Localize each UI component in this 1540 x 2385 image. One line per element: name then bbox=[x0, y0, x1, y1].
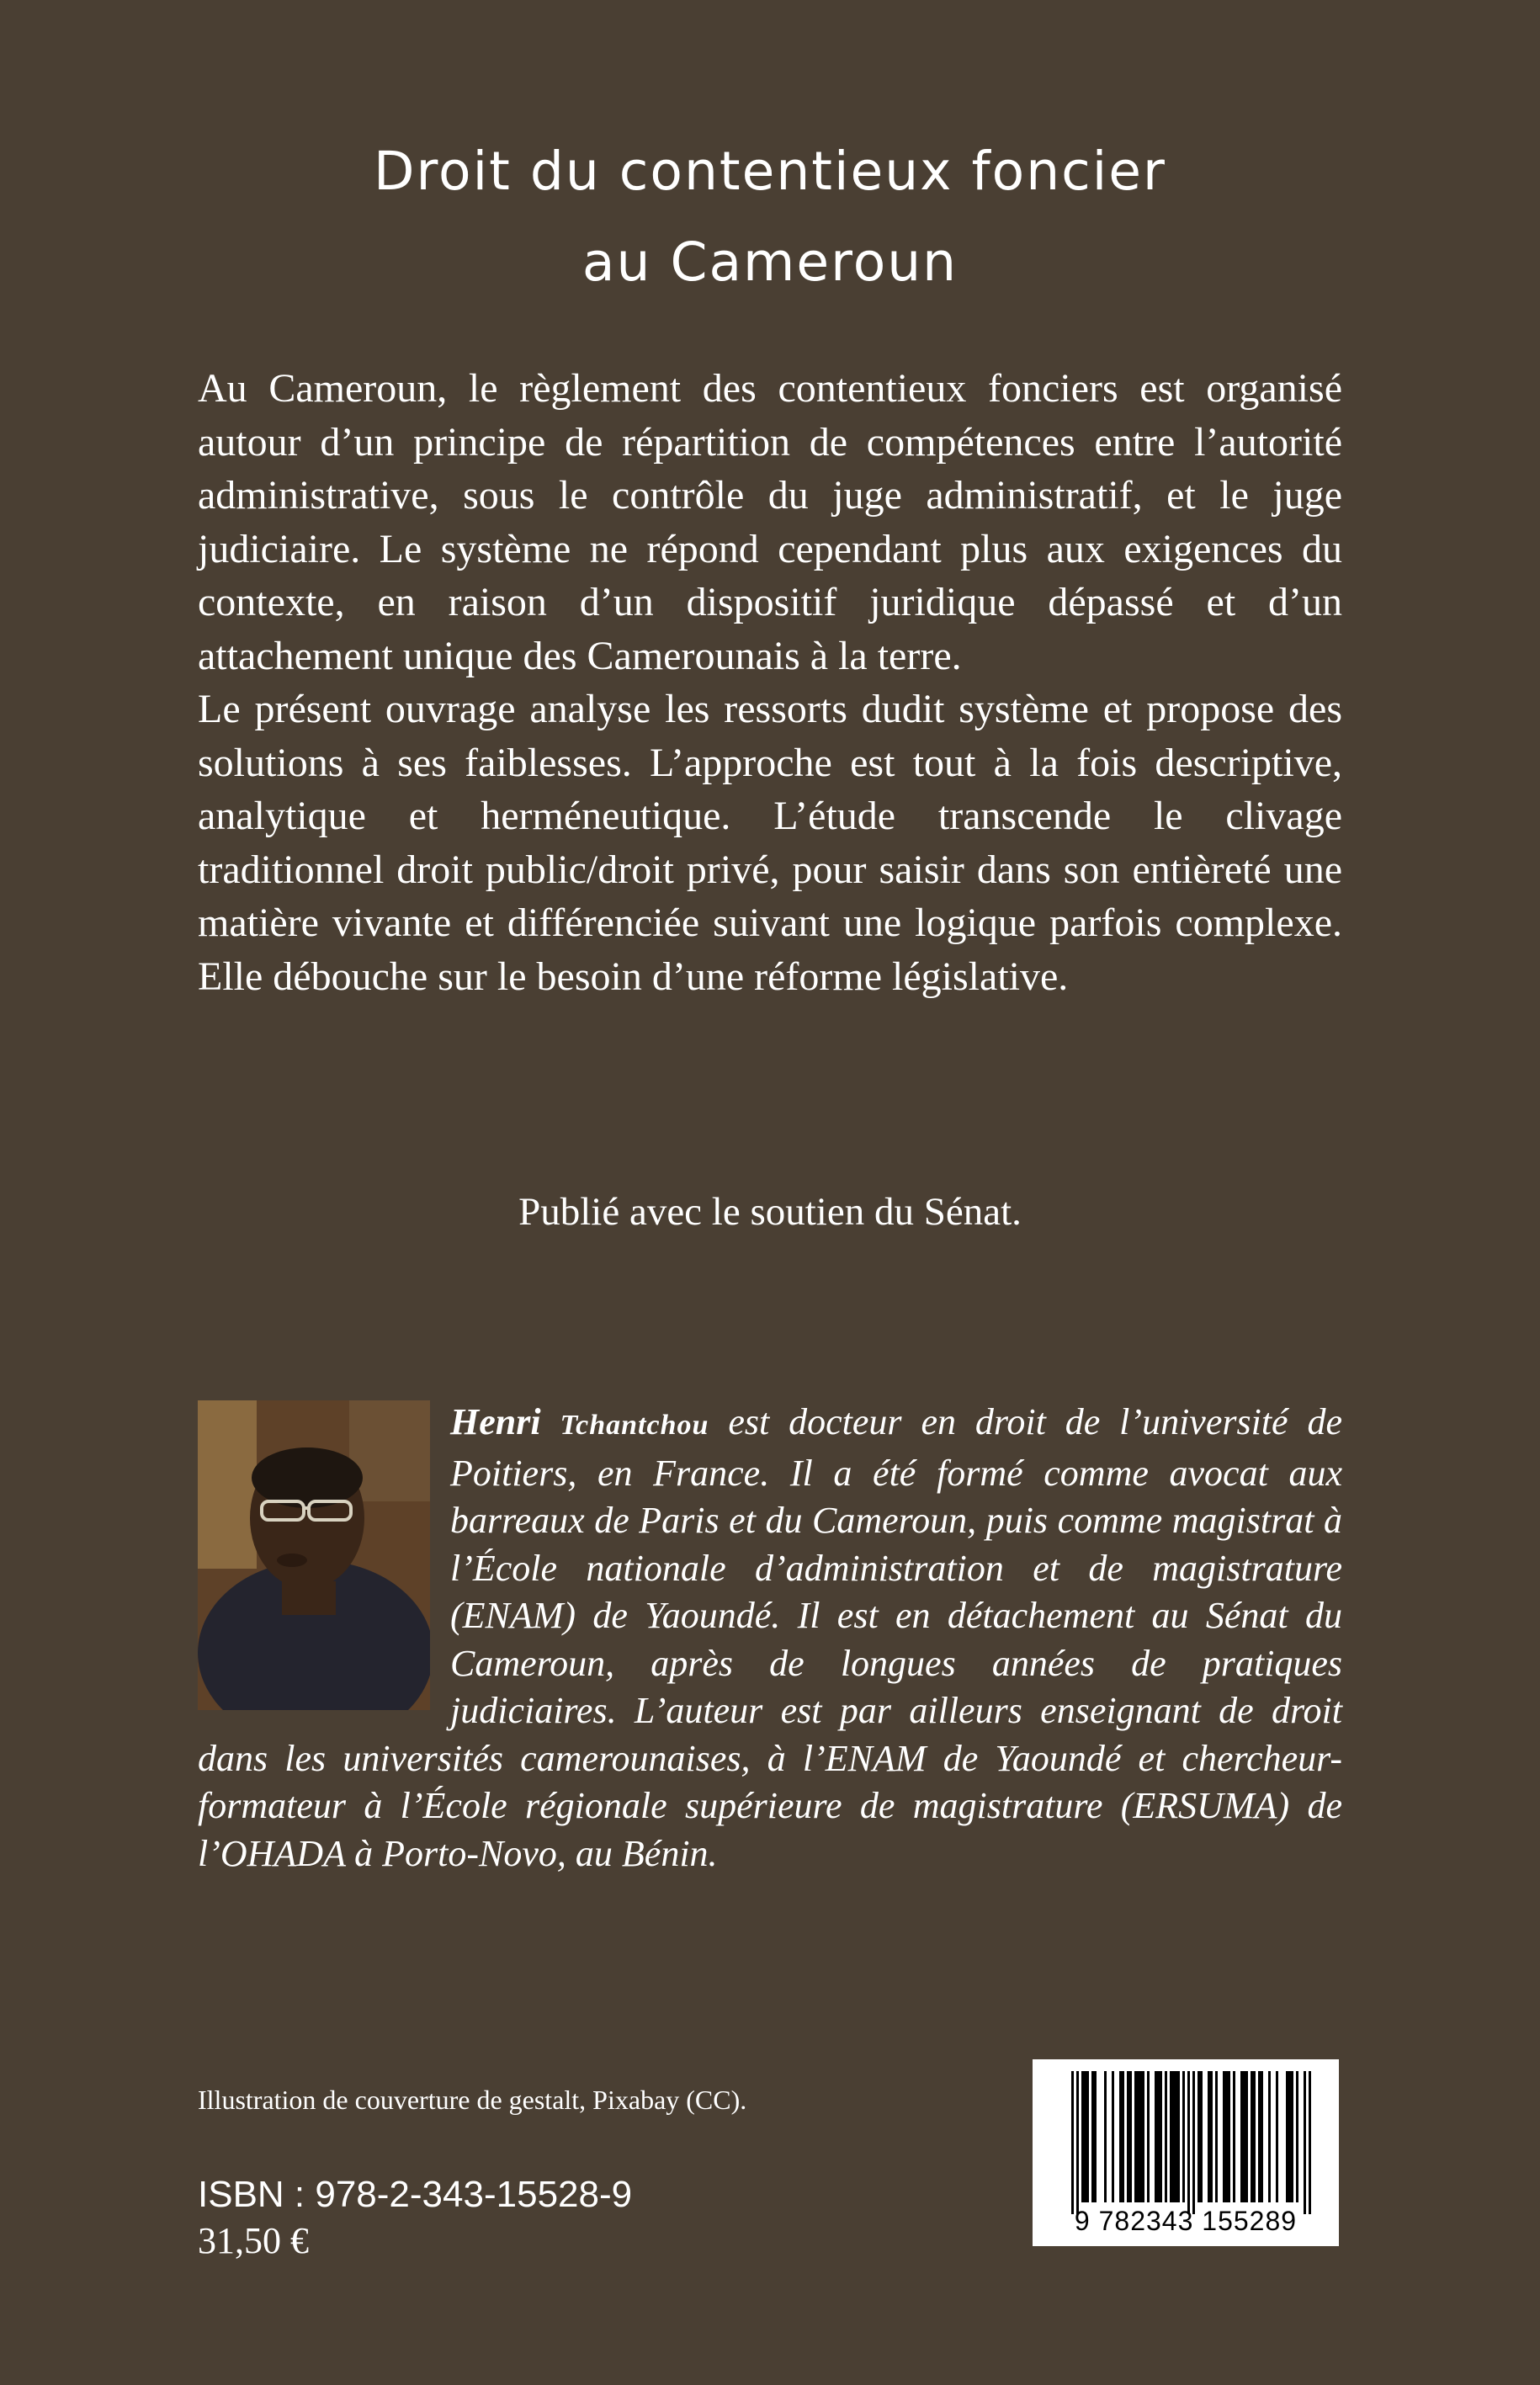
barcode-bar bbox=[1086, 2071, 1089, 2202]
barcode-bar bbox=[1304, 2071, 1306, 2214]
barcode-bar bbox=[1084, 2071, 1086, 2202]
barcode-bar bbox=[1208, 2071, 1210, 2202]
barcode-bar bbox=[1291, 2071, 1293, 2202]
barcode-bar bbox=[1197, 2071, 1200, 2202]
barcode-bar bbox=[1225, 2071, 1228, 2202]
barcode bbox=[1033, 2059, 1339, 2246]
barcode-bar bbox=[1160, 2071, 1162, 2202]
barcode-bar bbox=[1170, 2071, 1172, 2202]
barcode-bar bbox=[1157, 2071, 1160, 2202]
barcode-bar bbox=[1240, 2071, 1243, 2202]
barcode-bar bbox=[1137, 2071, 1139, 2202]
barcode-bar bbox=[1251, 2071, 1253, 2202]
barcode-bar bbox=[1215, 2071, 1218, 2202]
book-summary bbox=[198, 362, 1342, 1003]
barcode-bar bbox=[1253, 2071, 1256, 2202]
barcode-bar bbox=[1243, 2071, 1245, 2202]
barcode-bar bbox=[1172, 2071, 1175, 2202]
author-first-name: Henri bbox=[450, 1401, 541, 1442]
barcode-bar bbox=[1309, 2071, 1311, 2214]
barcode-bar bbox=[1155, 2071, 1157, 2202]
barcode-bar bbox=[1134, 2071, 1137, 2202]
book-title bbox=[0, 126, 1540, 308]
barcode-bar bbox=[1210, 2071, 1213, 2202]
isbn: ISBN : 978-2-343-15528-9 bbox=[198, 2174, 633, 2215]
barcode-bar bbox=[1175, 2071, 1177, 2202]
author-name bbox=[450, 1401, 709, 1442]
illustration-credit: Illustration de couverture de gestalt, Pixabay (CC). bbox=[198, 2085, 747, 2115]
summary-paragraph-2: Le présent ouvrage analyse les ressorts dudit système et propose des solutions à ses faiblesses. L’approche est tout à la fois descriptive, analytique et herméneutique. L’étude transcende le clivage traditionnel droit public/droit privé, pour saisir dans son entièreté une matière vivante et différenciée suivant une logique parfois complexe. Elle débouche sur le besoin d’une réforme législative. bbox=[198, 687, 1342, 999]
barcode-bar bbox=[1112, 2071, 1114, 2202]
barcode-bar bbox=[1127, 2071, 1129, 2202]
barcode-bar bbox=[1177, 2071, 1180, 2202]
barcode-bar bbox=[1268, 2071, 1271, 2202]
barcode-bar bbox=[1094, 2071, 1097, 2202]
author-last-name: Tchantchou bbox=[560, 1410, 709, 1441]
title-line-1: Droit du contentieux foncier bbox=[374, 141, 1166, 202]
author-bio bbox=[198, 1399, 1342, 1878]
barcode-bar bbox=[1139, 2071, 1142, 2202]
barcode-bar bbox=[1200, 2071, 1203, 2202]
barcode-bar bbox=[1119, 2071, 1122, 2202]
barcode-bar bbox=[1129, 2071, 1132, 2202]
barcode-bar bbox=[1076, 2071, 1079, 2214]
barcode-bar bbox=[1122, 2071, 1124, 2202]
support-note: Publié avec le soutien du Sénat. bbox=[518, 1190, 1022, 1234]
barcode-bar bbox=[1245, 2071, 1248, 2202]
barcode-bar bbox=[1276, 2071, 1278, 2202]
barcode-bar bbox=[1142, 2071, 1144, 2202]
barcode-bar bbox=[1288, 2071, 1291, 2202]
price: 31,50 € bbox=[198, 2220, 309, 2261]
barcode-bar bbox=[1165, 2071, 1167, 2202]
barcode-bar bbox=[1258, 2071, 1261, 2202]
title-line-2: au Cameroun bbox=[581, 231, 959, 293]
barcode-bar bbox=[1192, 2071, 1195, 2214]
barcode-bar bbox=[1296, 2071, 1298, 2202]
barcode-bar bbox=[1286, 2071, 1288, 2202]
barcode-bar bbox=[1223, 2071, 1225, 2202]
barcode-bar bbox=[1147, 2071, 1150, 2202]
barcode-bar bbox=[1104, 2071, 1107, 2202]
barcode-bar bbox=[1233, 2071, 1235, 2202]
barcode-bar bbox=[1187, 2071, 1190, 2214]
barcode-bar bbox=[1261, 2071, 1263, 2202]
barcode-bar bbox=[1228, 2071, 1230, 2202]
barcode-digits: 9 782343 155289 bbox=[1074, 2206, 1298, 2236]
barcode-bar bbox=[1071, 2071, 1074, 2214]
barcode-bar bbox=[1081, 2071, 1084, 2202]
summary-paragraph-1: Au Cameroun, le règlement des contentieux fonciers est organisé autour d’un principe de répartition de compétences entre l’autorité administrative, sous le contrôle du juge administratif, et le juge judiciaire. Le système ne répond cependant plus aux exigences du contexte, en raison d’un dispositif juridique dépassé et d’un attachement unique des Camerounais à la terre. bbox=[198, 366, 1342, 678]
barcode-bar bbox=[1182, 2071, 1185, 2202]
author-bio-text: est docteur en droit de l’université de Poitiers, en France. Il a été formé comme avocat aux barreaux de Paris et du Cameroun, puis comme magistrat à l’École nationale d’administration et de magistrature (ENAM) de Yaoundé. Il est en détachement au Sénat du Cameroun, après de longues années de pratiques judiciaires. L’auteur est par ailleurs enseignant de droit dans les universités camerounaises, à l’ENAM de Yaoundé et chercheur-formateur à l’École régionale supérieure de magistrature (ERSUMA) de l’OHADA à Porto-Novo, au Bénin. bbox=[198, 1401, 1343, 1874]
barcode-bar bbox=[1091, 2071, 1094, 2202]
